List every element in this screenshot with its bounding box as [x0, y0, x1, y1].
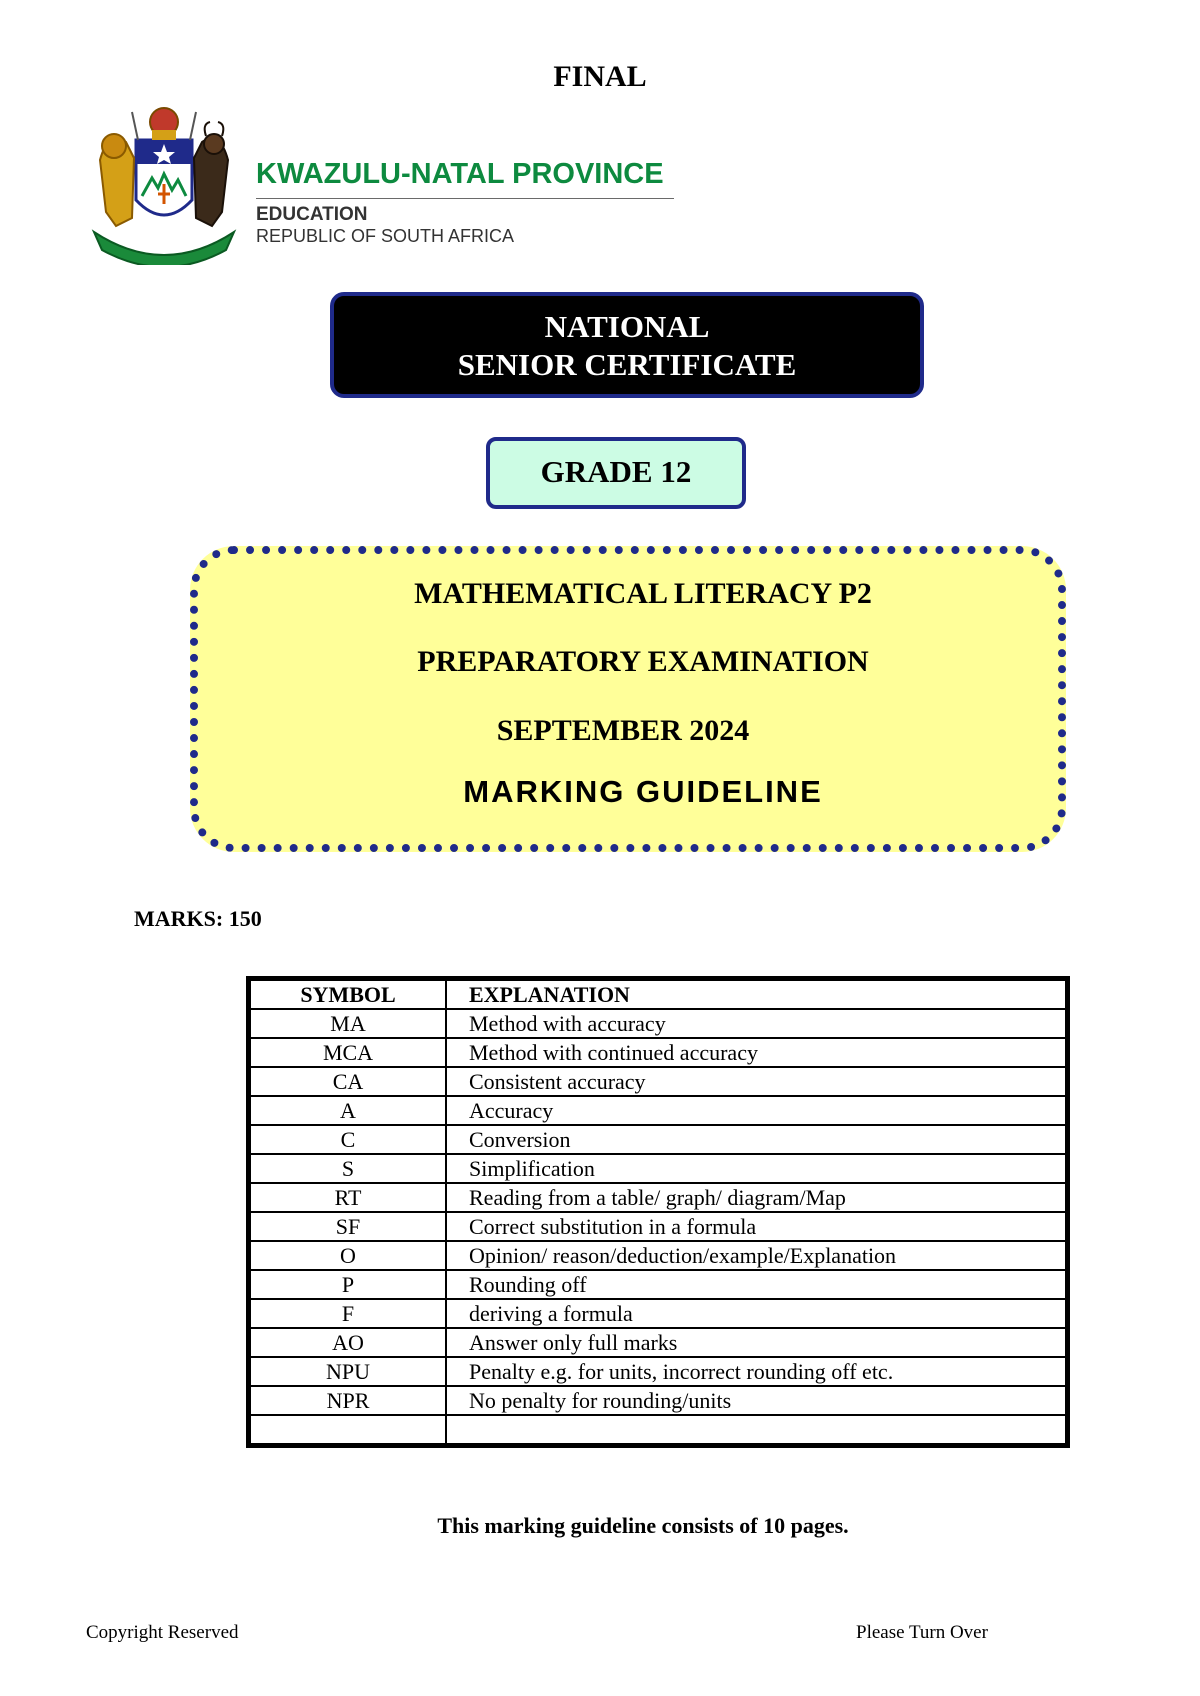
- explanation-cell: Conversion: [446, 1125, 1068, 1154]
- footer-copyright: Copyright Reserved: [86, 1622, 239, 1643]
- symbol-cell: AO: [249, 1328, 447, 1357]
- symbol-table: [246, 976, 1070, 1448]
- column-header-explanation: EXPLANATION: [446, 979, 1068, 1010]
- page-count-note: This marking guideline consists of 10 pages.: [437, 1513, 849, 1538]
- column-header-symbol: SYMBOL: [249, 979, 447, 1010]
- exam-date: SEPTEMBER 2024: [496, 714, 750, 747]
- coat-of-arms-logo: [86, 100, 242, 265]
- explanation-cell: Correct substitution in a formula: [446, 1212, 1068, 1241]
- table-row: [249, 1212, 1068, 1241]
- table-row: [249, 1183, 1068, 1212]
- symbol-cell: RT: [249, 1183, 447, 1212]
- symbol-cell: A: [249, 1096, 447, 1125]
- symbol-cell: NPU: [249, 1357, 447, 1386]
- table-header-row: [249, 979, 1068, 1010]
- explanation-cell: Rounding off: [446, 1270, 1068, 1299]
- table-row: [249, 1038, 1068, 1067]
- table-row: [249, 1096, 1068, 1125]
- total-marks: MARKS: 150: [134, 906, 262, 931]
- table-row: [249, 1241, 1068, 1270]
- table-row: [249, 1270, 1068, 1299]
- document-type: MARKING GUIDELINE: [463, 774, 823, 809]
- symbol-cell: MA: [249, 1009, 447, 1038]
- symbol-cell: S: [249, 1154, 447, 1183]
- table-row: [249, 1415, 1068, 1446]
- explanation-cell: Reading from a table/ graph/ diagram/Map: [446, 1183, 1068, 1212]
- symbol-cell: SF: [249, 1212, 447, 1241]
- table-row: [249, 1154, 1068, 1183]
- table-row: [249, 1357, 1068, 1386]
- explanation-cell: Method with continued accuracy: [446, 1038, 1068, 1067]
- certificate-line-2: SENIOR CERTIFICATE: [457, 347, 797, 382]
- certificate-line-1: NATIONAL: [544, 309, 710, 344]
- symbol-cell: MCA: [249, 1038, 447, 1067]
- explanation-cell: Penalty e.g. for units, incorrect rounding off etc.: [446, 1357, 1068, 1386]
- symbol-cell: [249, 1415, 447, 1446]
- explanation-cell: Accuracy: [446, 1096, 1068, 1125]
- exam-name: PREPARATORY EXAMINATION: [417, 645, 869, 678]
- table-row: [249, 1009, 1068, 1038]
- explanation-cell: Consistent accuracy: [446, 1067, 1068, 1096]
- province-divider: [256, 198, 674, 199]
- table-row: [249, 1328, 1068, 1357]
- final-label: FINAL: [553, 60, 647, 93]
- table-row: [249, 1386, 1068, 1415]
- table-row: [249, 1067, 1068, 1096]
- symbol-cell: F: [249, 1299, 447, 1328]
- subject-title: MATHEMATICAL LITERACY P2: [414, 577, 872, 610]
- province-name: KWAZULU-NATAL PROVINCE: [256, 158, 664, 190]
- explanation-cell: Opinion/ reason/deduction/example/Explanation: [446, 1241, 1068, 1270]
- symbol-cell: CA: [249, 1067, 447, 1096]
- explanation-cell: No penalty for rounding/units: [446, 1386, 1068, 1415]
- table-row: [249, 1125, 1068, 1154]
- explanation-cell: Answer only full marks: [446, 1328, 1068, 1357]
- symbol-cell: NPR: [249, 1386, 447, 1415]
- explanation-cell: Simplification: [446, 1154, 1068, 1183]
- symbol-cell: P: [249, 1270, 447, 1299]
- explanation-cell: Method with accuracy: [446, 1009, 1068, 1038]
- explanation-cell: deriving a formula: [446, 1299, 1068, 1328]
- symbol-cell: O: [249, 1241, 447, 1270]
- department-name: EDUCATION: [256, 204, 368, 225]
- symbol-cell: C: [249, 1125, 447, 1154]
- table-row: [249, 1299, 1068, 1328]
- explanation-cell: [446, 1415, 1068, 1446]
- footer-turn-over: Please Turn Over: [856, 1622, 988, 1643]
- grade-badge: GRADE 12: [486, 437, 746, 509]
- certificate-banner: [330, 292, 924, 398]
- republic-name: REPUBLIC OF SOUTH AFRICA: [256, 226, 515, 246]
